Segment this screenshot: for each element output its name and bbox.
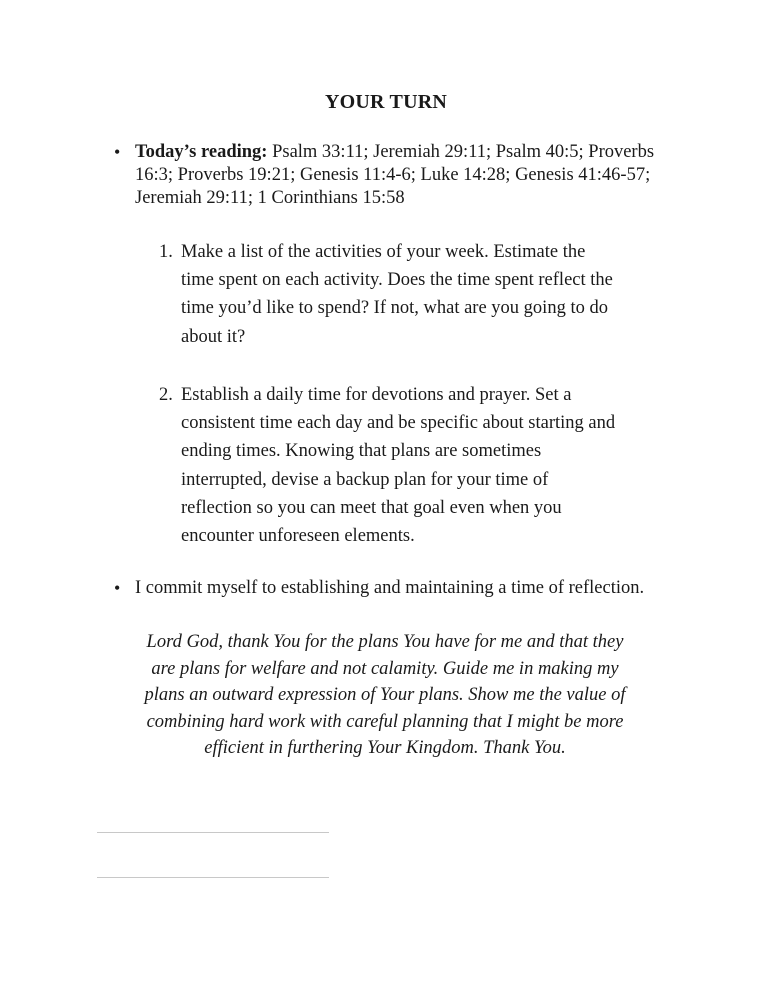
commitment-text: I commit myself to establishing and maintaining a time of reflection. bbox=[135, 578, 645, 598]
bullet-glyph: • bbox=[114, 578, 121, 598]
bullet-glyph: • bbox=[114, 142, 121, 162]
reading-text bbox=[135, 141, 695, 210]
prayer-text: Lord God, thank You for the plans You have for me and that they are plans for welfare and not calamity. Guide me in making my plans an outward expression of Your plans. Show me the value of combining hard work with careful planning that I might be more efficient in furthering Your Kingdom. Thank You. bbox=[144, 632, 626, 759]
reading-label: Today’s reading: bbox=[135, 142, 268, 162]
page-title: YOUR TURN bbox=[325, 91, 447, 113]
step-text: Establish a daily time for devotions and prayer. Set a consistent time each day and be specific about starting and ending times. Knowing that plans are sometimes interrupted, devise a backup plan for your time of reflection so you can meet that goal even when you encounter unforeseen elements. bbox=[181, 385, 616, 547]
step-item-1 bbox=[159, 238, 619, 351]
reading-references: Psalm 33:11; Jeremiah 29:11; Psalm 40:5; Proverbs 16:3; Proverbs 19:21; Genesis 11:4-6; Luke 14:28; Genesis 41:46-57; Jeremiah 29:11; 1 Corinthians 15:58 bbox=[135, 142, 655, 208]
step-item-2 bbox=[159, 381, 619, 550]
step-number: 2. bbox=[159, 385, 173, 405]
signature-line bbox=[97, 832, 329, 833]
step-number: 1. bbox=[159, 242, 173, 262]
date-line bbox=[97, 877, 329, 878]
step-text: Make a list of the activities of your week. Estimate the time spent on each activity. Does the time spent reflect the time you’d like to spend? If not, what are you going to do about it? bbox=[181, 242, 613, 347]
